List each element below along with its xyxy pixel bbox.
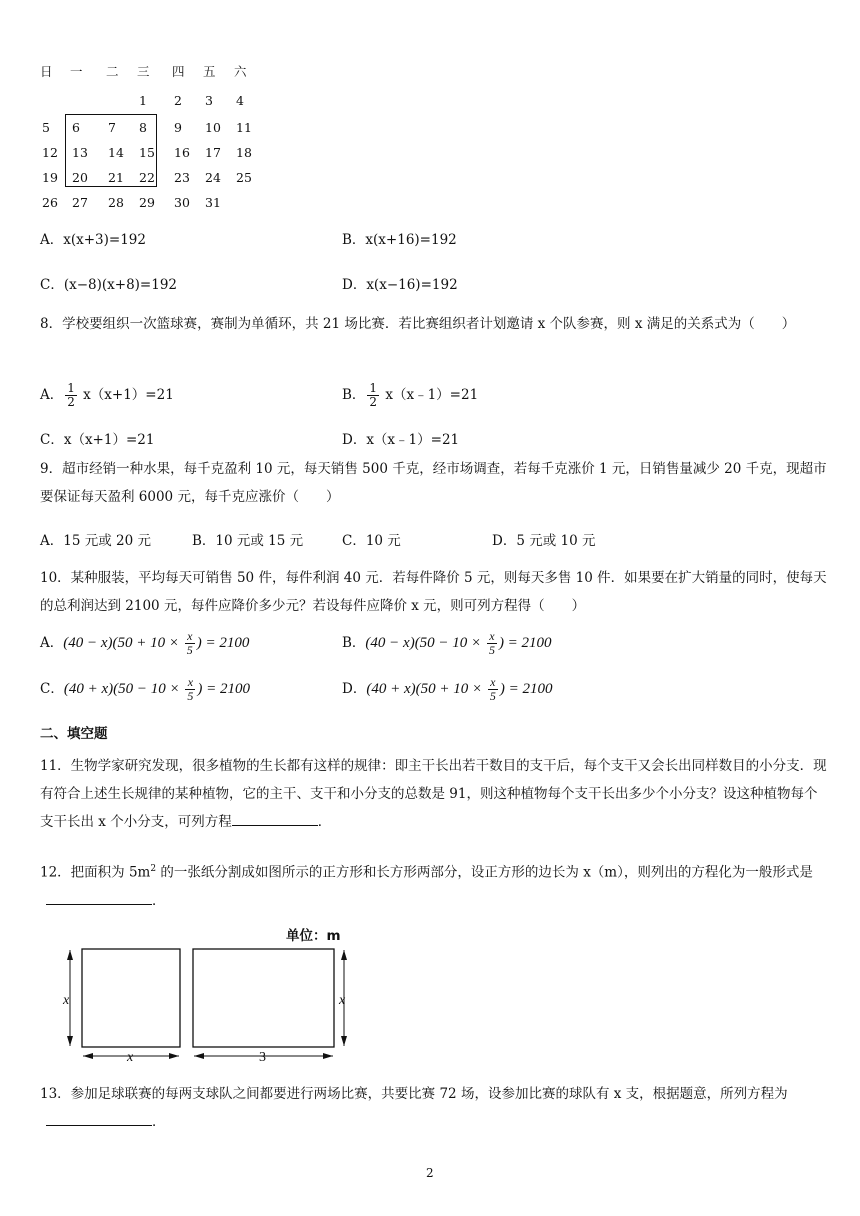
calendar-weekday-header: 三 xyxy=(137,64,150,79)
calendar-day: 29 xyxy=(139,195,155,210)
option-text: x（x+1）=21 xyxy=(78,387,174,403)
calendar-day: 27 xyxy=(72,195,88,210)
calendar-weekday-header: 四 xyxy=(172,64,185,79)
calendar-day: 8 xyxy=(139,120,147,135)
label-x-left: x xyxy=(63,993,70,1008)
calendar-day: 4 xyxy=(236,93,244,108)
calendar-day: 28 xyxy=(108,195,124,210)
fraction xyxy=(488,676,498,703)
option-expression: (40 + x)(50 + 10 × xyxy=(366,681,486,697)
q12-text: 12．把面积为 5m xyxy=(40,864,151,881)
fraction xyxy=(65,382,77,409)
calendar-weekday-header: 二 xyxy=(106,64,119,79)
fraction xyxy=(367,382,379,409)
fraction-numerator: x xyxy=(185,676,195,690)
option-expression: (40 + x)(50 − 10 × xyxy=(63,681,184,697)
q12-stem xyxy=(40,855,830,915)
option-expression: (40 − x)(50 + 10 × xyxy=(63,635,183,651)
arrowhead-down xyxy=(341,1036,347,1046)
q8-option-d: D．x（x﹣1）=21 xyxy=(342,432,460,448)
q9-option-a: A．15 元或 20 元 xyxy=(40,533,151,549)
calendar-day: 31 xyxy=(205,195,221,210)
q13-end: ． xyxy=(152,1114,166,1130)
calendar-day: 19 xyxy=(42,170,58,185)
calendar-day: 22 xyxy=(139,170,155,185)
option-label: C． xyxy=(40,681,64,697)
answer-blank[interactable] xyxy=(232,811,318,826)
fraction-numerator: x xyxy=(185,630,195,644)
q12-text-cont: 的一张纸分割成如图所示的正方形和长方形两部分，设正方形的边长为 x（m），则列出的方程化为一般形式是 xyxy=(156,864,813,881)
option-tail: ) = 2100 xyxy=(498,635,552,651)
q10-option-b xyxy=(342,630,552,657)
calendar-day: 16 xyxy=(174,145,190,160)
q9-option-c: C．10 元 xyxy=(342,533,401,549)
calendar-weekday-header: 一 xyxy=(70,64,83,79)
calendar-weekday-header: 五 xyxy=(203,64,216,79)
answer-blank[interactable] xyxy=(46,1111,152,1126)
calendar-weekday-header: 日 xyxy=(40,64,53,79)
q7-option-b: B．x(x+16)=192 xyxy=(342,232,457,248)
option-tail: ) = 2100 xyxy=(197,681,250,697)
option-label: A． xyxy=(40,387,64,403)
q9-option-b: B．10 元或 15 元 xyxy=(192,533,304,549)
q12-end: ． xyxy=(152,892,166,909)
calendar-highlight-box xyxy=(65,114,157,187)
fraction-denominator: 5 xyxy=(489,689,496,703)
calendar-day: 11 xyxy=(236,120,252,135)
arrowhead-left xyxy=(194,1053,204,1059)
calendar-day: 23 xyxy=(174,170,190,185)
q11-end: ． xyxy=(317,814,332,830)
calendar-day: 9 xyxy=(174,120,182,135)
fraction-numerator: 1 xyxy=(67,381,75,395)
calendar-day: 2 xyxy=(174,93,182,108)
calendar-day: 26 xyxy=(42,195,58,210)
figure-square xyxy=(82,949,180,1047)
figure-rectangle xyxy=(193,949,334,1047)
label-x-right: x xyxy=(339,993,346,1008)
q9-stem: 9．超市经销一种水果，每千克盈利 10 元，每天销售 500 千克，经市场调查，若每千克涨价 1 元，日销售量减少 20 千克，现超市要保证每天盈利 6000 元，每千克应涨价（ ） xyxy=(40,461,827,505)
calendar-day: 21 xyxy=(108,170,124,185)
q7-option-c: C．(x−8)(x+8)=192 xyxy=(40,277,178,293)
calendar-day: 15 xyxy=(139,145,155,160)
calendar-day: 17 xyxy=(205,145,221,160)
arrowhead-right xyxy=(169,1053,179,1059)
figure-square-and-rectangle xyxy=(56,924,356,1064)
calendar-day: 3 xyxy=(205,93,213,108)
calendar-day: 7 xyxy=(108,120,116,135)
fraction-denominator: 5 xyxy=(187,689,194,703)
q10-option-d xyxy=(342,676,552,703)
option-label: B． xyxy=(342,635,366,651)
arrowhead-up xyxy=(341,950,347,960)
calendar-day: 18 xyxy=(236,145,252,160)
q11-text: 11．生物学家研究发现，很多植物的生长都有这样的规律：即主干长出若干数目的支干后，每个支干又会长出同样数目的小分支．现有符合上述生长规律的某种植物，它的主干、支干和小分支的总数是 91，则这种植物每个支干长出多少个小分支？设这种植物每个支干长出 x 个小分支，可列方程 xyxy=(40,758,827,830)
calendar-day: 10 xyxy=(205,120,221,135)
fraction-numerator: x xyxy=(487,630,497,644)
fraction xyxy=(185,630,195,657)
fraction xyxy=(487,630,497,657)
option-label: A． xyxy=(40,635,64,651)
arrowhead-left xyxy=(83,1053,93,1059)
calendar-weekday-header: 六 xyxy=(234,64,247,79)
figure-unit-label: 单位：m xyxy=(286,928,341,944)
q10-option-c xyxy=(40,676,250,703)
calendar-day: 24 xyxy=(205,170,221,185)
calendar-day: 30 xyxy=(174,195,190,210)
option-tail: ) = 2100 xyxy=(196,635,250,651)
q7-option-a: A．x(x+3)=192 xyxy=(40,232,146,248)
q8-option-b xyxy=(342,382,478,409)
calendar-day: 20 xyxy=(72,170,88,185)
section-heading-fill-in: 二、填空题 xyxy=(40,726,108,742)
q7-option-d: D．x(x−16)=192 xyxy=(342,277,458,293)
q10-stem: 10．某种服装，平均每天可销售 50 件，每件利润 40 元．若每件降价 5 元，则每天多售 10 件．如果要在扩大销量的同时，使每天的总利润达到 2100 元，每件应降价多少元？若设每件应降价 x 元，则可列方程得（ ） xyxy=(40,570,827,614)
q13-stem xyxy=(40,1080,830,1136)
fraction-denominator: 2 xyxy=(369,395,378,409)
option-label: B． xyxy=(342,387,366,403)
q10-option-a xyxy=(40,630,249,657)
arrowhead-up xyxy=(67,950,73,960)
calendar-day: 1 xyxy=(139,93,147,108)
arrowhead-right xyxy=(323,1053,333,1059)
fraction-numerator: 1 xyxy=(369,381,378,395)
arrowhead-down xyxy=(67,1036,73,1046)
page-number: 2 xyxy=(426,1166,434,1180)
option-expression: (40 − x)(50 − 10 × xyxy=(365,635,485,651)
calendar-day: 25 xyxy=(236,170,252,185)
calendar-day: 12 xyxy=(42,145,58,160)
q11-stem xyxy=(40,752,830,836)
fraction-numerator: x xyxy=(488,676,498,690)
q8-option-a xyxy=(40,382,174,409)
q8-stem: 8．学校要组织一次篮球赛，赛制为单循环，共 21 场比赛．若比赛组织者计划邀请 x 个队参赛，则 x 满足的关系式为（ ） xyxy=(40,316,796,332)
fraction-denominator: 5 xyxy=(186,643,193,657)
calendar-day: 6 xyxy=(72,120,80,135)
label-x-bottom: x xyxy=(127,1050,134,1064)
calendar-day: 5 xyxy=(42,120,50,135)
calendar-day: 13 xyxy=(72,145,88,160)
answer-blank[interactable] xyxy=(46,890,152,905)
calendar-day: 14 xyxy=(108,145,124,160)
fraction-denominator: 2 xyxy=(67,395,75,409)
option-label: D． xyxy=(342,681,367,697)
q13-text: 13．参加足球联赛的每两支球队之间都要进行两场比赛，共要比赛 72 场，设参加比赛的球队有 x 支，根据题意，所列方程为 xyxy=(40,1086,788,1102)
q8-option-c: C．x（x+1）=21 xyxy=(40,432,155,448)
fraction-denominator: 5 xyxy=(488,643,495,657)
fraction xyxy=(185,676,195,703)
q9-option-d: D．5 元或 10 元 xyxy=(492,533,596,549)
option-tail: ) = 2100 xyxy=(499,681,553,697)
label-3-bottom: 3 xyxy=(259,1050,266,1064)
option-text: x（x﹣1）=21 xyxy=(381,387,479,403)
q12-superscript: 2 xyxy=(150,864,157,874)
